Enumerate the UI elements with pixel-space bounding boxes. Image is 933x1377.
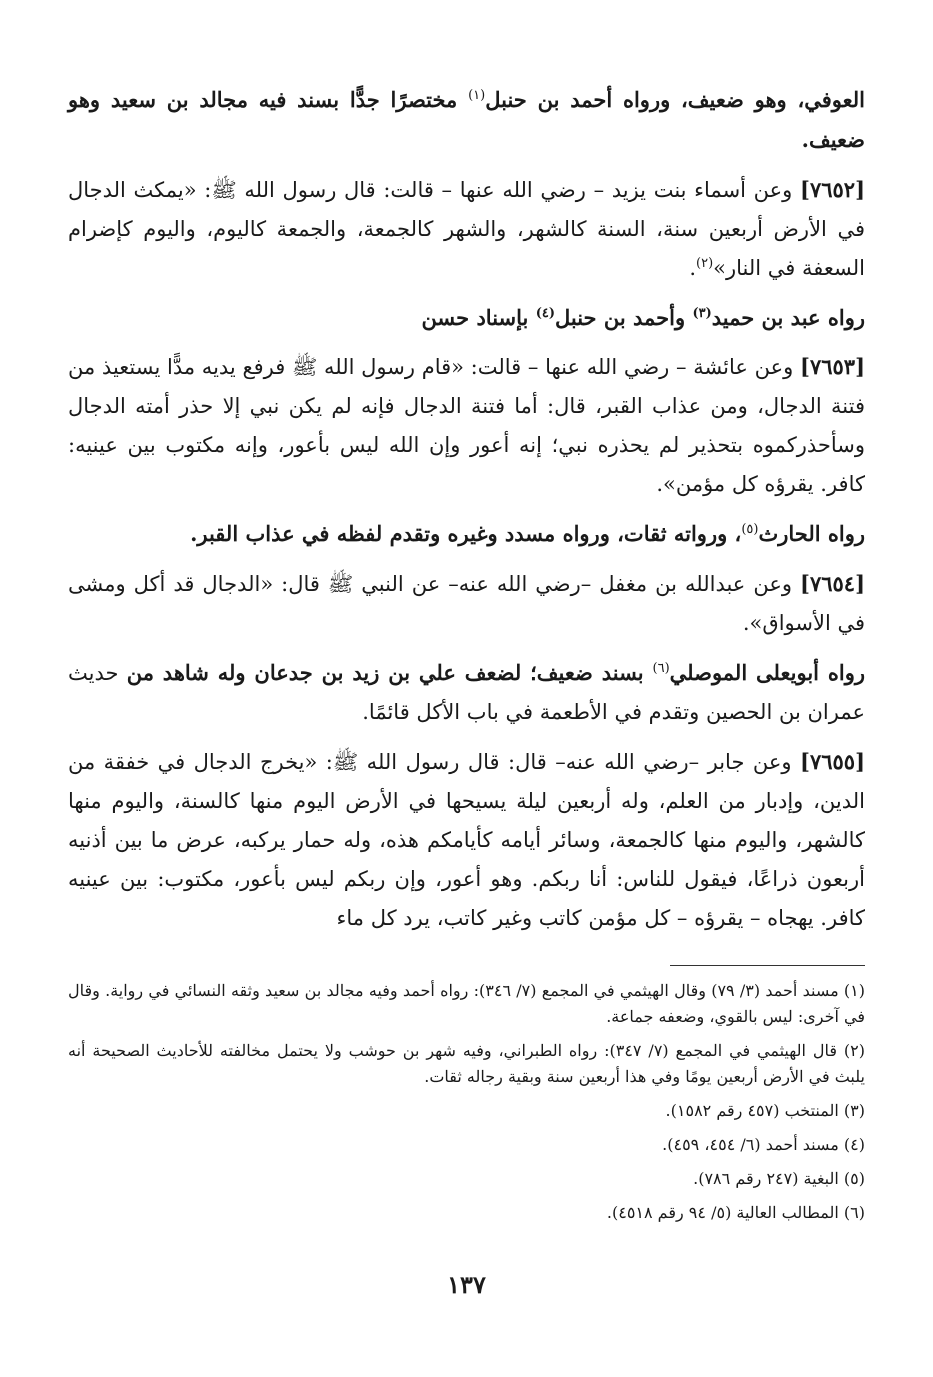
footnote-ref: (٦) xyxy=(652,661,670,676)
footnote-ref: (٣) xyxy=(692,306,712,321)
footnote-ref: (٤) xyxy=(535,306,555,321)
page-number: ١٣٧ xyxy=(447,1270,486,1299)
source-note-7653 xyxy=(68,514,865,554)
footnote-3: (٣) المنتخب (٤٥٧ رقم ١٥٨٢). xyxy=(665,1101,865,1120)
main-text xyxy=(68,80,865,948)
hadith-7654 xyxy=(68,564,865,643)
footnote-divider xyxy=(670,965,865,966)
hadith-7653 xyxy=(68,347,865,504)
footnotes xyxy=(68,978,865,1234)
hadith-7652 xyxy=(68,170,865,288)
source-text: العوفي، وهو ضعيف، ورواه أحمد بن حنبل xyxy=(485,87,865,112)
source-text: رواه عبد بن حميد xyxy=(711,305,865,330)
hadith-text: وعن عائشة – رضي الله عنها – قالت: «قام رسول الله ﷺ فرفع يديه مدًّا يستعيذ من فتنة الدجال، ومن عذاب القبر، قال: أما فتنة الدجال فإنه لم يكن نبي إلا حذر أمته الدجال وسأحذركموه بتحذير لم يحذره نبي؛ إنه أعور وإن الله ليس بأعور، وإنه مكتوب بين عينيه: كافر. يقرؤه كل مؤمن». xyxy=(68,355,865,496)
source-text: وأحمد بن حنبل xyxy=(554,305,693,330)
source-text: ، ورواته ثقات، ورواه مسدد وغيره وتقدم لفظه في عذاب القبر. xyxy=(190,521,742,546)
source-text: حديث عمران بن الحصين وتقدم في الأطعمة في باب الأكل قائمًا. xyxy=(68,661,865,724)
source-text: بسند ضعيف؛ لضعف علي بن زيد بن جدعان وله شاهد من xyxy=(126,660,653,685)
source-text: مختصرًا جدًّا بسند فيه مجالد بن سعيد وهو ضعيف. xyxy=(68,87,865,152)
hadith-number: [٧٦٥٣] xyxy=(800,354,865,379)
footnote-4: (٤) مسند أحمد (٦/ ٤٥٤، ٤٥٩). xyxy=(662,1135,865,1154)
footnote-6: (٦) المطالب العالية (٥/ ٩٤ رقم ٤٥١٨). xyxy=(606,1203,865,1222)
hadith-number: [٧٦٥٤] xyxy=(800,571,865,596)
footnote-2: (٢) قال الهيثمي في المجمع (٧/ ٣٤٧): رواه الطبراني، وفيه شهر بن حوشب ولا يحتمل مخالفته للأحاديث الصحيحة أنه يلبث في الأرض أربعين يومًا وفي هذا أربعين سنة وبقية رجاله ثقات. xyxy=(68,1041,865,1086)
hadith-text: وعن عبدالله بن مغفل –رضي الله عنه– عن النبي ﷺ قال: «الدجال قد أكل ومشى في الأسواق». xyxy=(68,572,865,635)
footnote-5: (٥) البغية (٢٤٧ رقم ٧٨٦). xyxy=(693,1169,865,1188)
hadith-text: وعن جابر –رضي الله عنه– قال: قال رسول الله ﷺ: «يخرج الدجال في خفقة من الدين، وإدبار من العلم، وله أربعين ليلة يسيحها في الأرض اليوم منها كالسنة، واليوم منها كالشهر، واليوم منها كالجمعة، وسائر أيامه كأيامكم هذه، وله حمار يركبه، عرض ما بين أذنيه أربعون ذراعًا، فيقول للناس: أنا ربكم. وهو أعور، وإن ربكم ليس بأعور، مكتوب: بين عينيه كافر. يهجاه – يقرؤه – كل مؤمن كاتب وغير كاتب، يرد كل ماء xyxy=(68,750,865,930)
hadith-number: [٧٦٥٥] xyxy=(800,749,865,774)
footnote-ref: (٥) xyxy=(741,522,759,537)
source-text: رواه الحارث xyxy=(758,521,865,546)
hadith-text: وعن أسماء بنت يزيد – رضي الله عنها – قالت: قال رسول الله ﷺ: «يمكث الدجال في الأرض أربعين سنة، السنة كالشهر، والشهر كالجمعة، والجمعة كاليوم، واليوم كإضرام السعفة في النار» xyxy=(68,178,865,280)
footnote-ref: (١) xyxy=(468,88,486,103)
hadith-7655 xyxy=(68,742,865,938)
footnote-1: (١) مسند أحمد (٣/ ٧٩) وقال الهيثمي في المجمع (٧/ ٣٤٦): رواه أحمد وفيه مجالد بن سعيد وثقه النسائي في رواية. وقال في آخرى: ليس بالقوي، وضعفه جماعة. xyxy=(68,981,865,1026)
source-note-7654 xyxy=(68,653,865,732)
hadith-number: [٧٦٥٢] xyxy=(800,177,865,202)
hadith-text-end: . xyxy=(689,256,697,280)
source-text: بإسناد حسن xyxy=(421,305,536,330)
source-text: رواه أبويعلى الموصلي xyxy=(669,660,865,685)
footnote-ref: (٢) xyxy=(696,256,714,271)
source-note-7652 xyxy=(68,298,865,337)
paragraph-continuation xyxy=(68,80,865,160)
